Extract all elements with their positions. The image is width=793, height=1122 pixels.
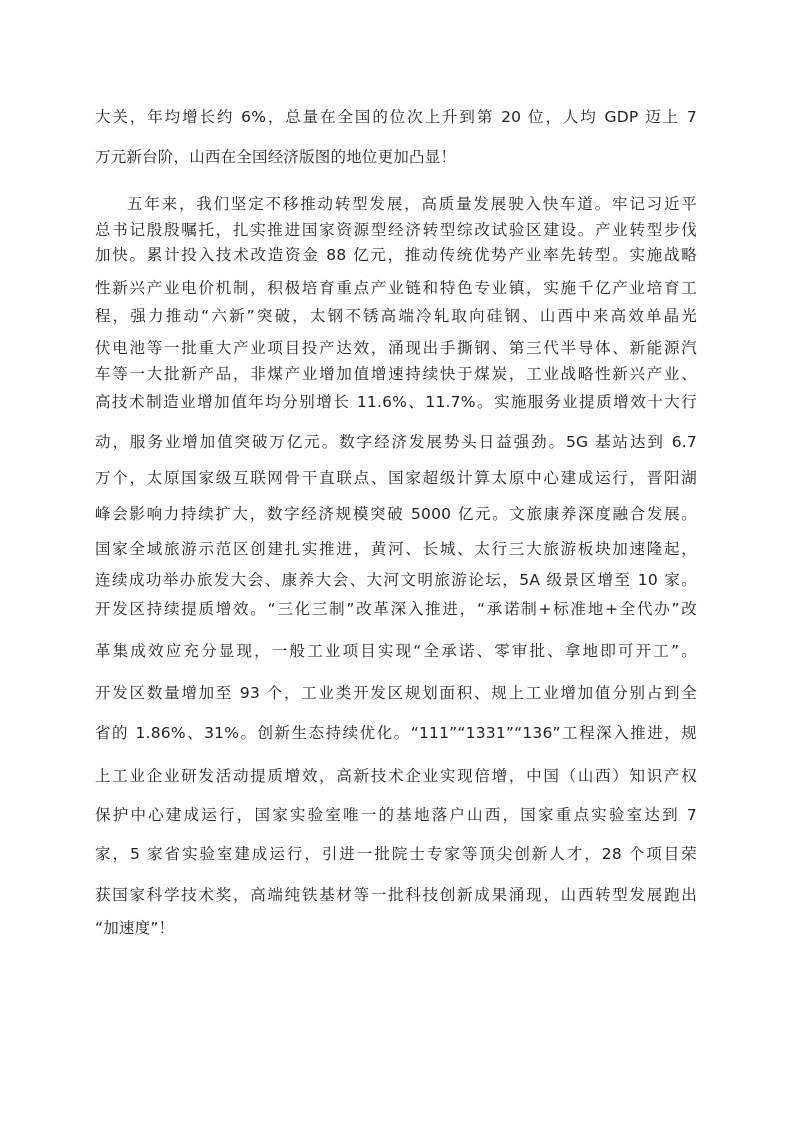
text-line: 性新兴产业电价机制，积极培育重点产业链和特色专业镇，实施千亿产业培育工 (95, 279, 697, 297)
text-line: 万元新台阶，山西在全国经济版图的地位更加凸显！ (95, 148, 457, 166)
text-line: 上工业企业研发活动提质增效，高新技术企业实现倍增，中国（山西）知识产权 (95, 767, 697, 785)
text-line: 革集成效应充分显现，一般工业项目实现“全承诺、零审批、拿地即可开工”。 (95, 642, 697, 660)
text-line: 连续成功举办旅发大会、康养大会、大河文明旅游论坛，5A 级景区增至 10 家。 (95, 571, 697, 589)
text-line: 加快。累计投入技术改造资金 88 亿元，推动传统优势产业率先转型。实施战略 (95, 246, 697, 264)
text-line: 万个，太原国家级互联网骨干直联点、国家超级计算太原中心建成运行，晋阳湖 (95, 469, 697, 487)
text-line: 程，强力推动“六新”突破，太钢不锈高端冷轧取向硅钢、山西中来高效单晶光 (95, 307, 697, 325)
paragraph-first-line: 五年来，我们坚定不移推动转型发展，高质量发展驶入快车道。牢记习近平 (127, 195, 697, 213)
text-line: “加速度”！ (95, 919, 175, 937)
text-line: 车等一大批新产品，非煤产业增加值增速持续快于煤炭，工业战略性新兴产业、 (95, 365, 697, 383)
text-line: 动，服务业增加值突破万亿元。数字经济发展势头日益强劲。5G 基站达到 6.7 (95, 433, 697, 451)
text-line: 总书记殷殷嘱托，扎实推进国家资源型经济转型综改试验区建设。产业转型步伐 (95, 221, 697, 239)
text-line: 开发区数量增加至 93 个，工业类开发区规划面积、规上工业增加值分别占到全 (95, 684, 697, 702)
text-line: 大关，年均增长约 6%，总量在全国的位次上升到第 20 位，人均 GDP 迈上 7 (95, 108, 697, 126)
text-line: 国家全域旅游示范区创建扎实推进，黄河、长城、太行三大旅游板块加速隆起， (95, 540, 697, 558)
text-line: 家，5 家省实验室建成运行，引进一批院士专家等顶尖创新人才，28 个项目荣 (95, 845, 697, 863)
text-line: 保护中心建成运行，国家实验室唯一的基地落户山西，国家重点实验室达到 7 (95, 806, 697, 824)
text-line: 获国家科学技术奖，高端纯铁基材等一批科技创新成果涌现，山西转型发展跑出 (95, 886, 697, 904)
text-line: 伏电池等一批重大产业项目投产达效，涌现出手撕钢、第三代半导体、新能源汽 (95, 339, 697, 357)
text-line: 省的 1.86%、31%。创新生态持续优化。“111”“1331”“136”工程深入推进，规 (95, 724, 697, 742)
text-line: 开发区持续提质增效。“三化三制”改革深入推进，“承诺制+标准地+全代办”改 (95, 600, 697, 618)
text-line: 峰会影响力持续扩大，数字经济规模突破 5000 亿元。文旅康养深度融合发展。 (95, 505, 697, 523)
text-line: 高技术制造业增加值年均分别增长 11.6%、11.7%。实施服务业提质增效十大行 (95, 393, 697, 411)
